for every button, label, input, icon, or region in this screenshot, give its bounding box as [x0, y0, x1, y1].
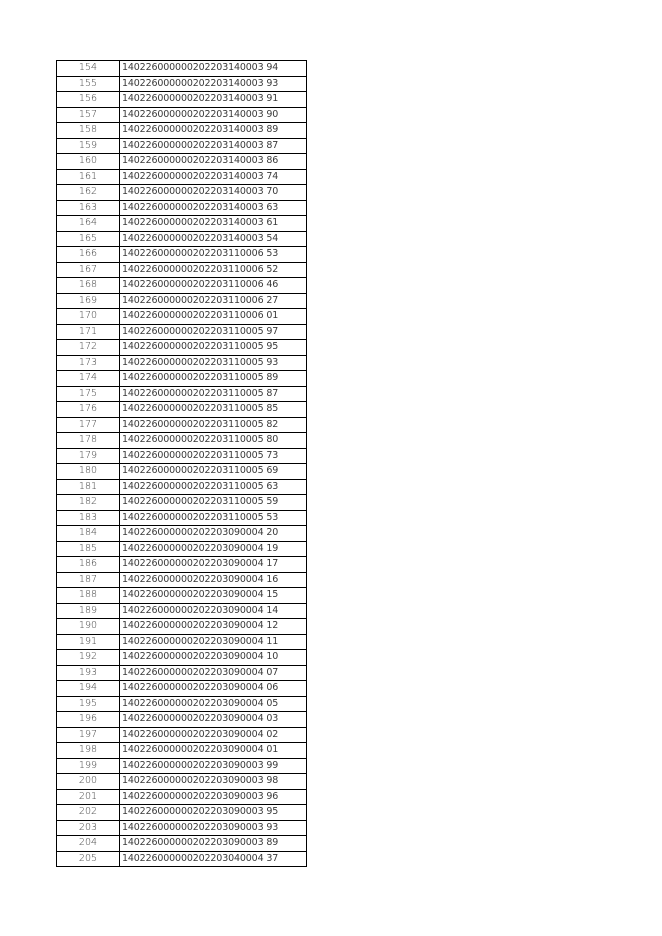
- record-code-cell: 140226000000202203140003 61: [120, 216, 307, 232]
- table-row: [57, 464, 307, 480]
- table-row: [57, 262, 307, 278]
- record-code-cell: 140226000000202203110005 87: [120, 386, 307, 402]
- row-number-cell: 177: [57, 417, 120, 433]
- record-code-cell: 140226000000202203140003 87: [120, 138, 307, 154]
- record-code-cell: 140226000000202203110005 63: [120, 479, 307, 495]
- row-number-cell: 156: [57, 92, 120, 108]
- table-row: [57, 774, 307, 790]
- record-code-cell: 140226000000202203110005 80: [120, 433, 307, 449]
- table-row: [57, 727, 307, 743]
- table-row: [57, 340, 307, 356]
- record-code-cell: 140226000000202203090003 89: [120, 836, 307, 852]
- row-number-cell: 189: [57, 603, 120, 619]
- table-row: [57, 758, 307, 774]
- row-number-cell: 198: [57, 743, 120, 759]
- row-number-cell: 159: [57, 138, 120, 154]
- row-number-cell: 160: [57, 154, 120, 170]
- table-row: [57, 247, 307, 263]
- table-row: [57, 634, 307, 650]
- table-row: [57, 200, 307, 216]
- table-row: [57, 107, 307, 123]
- table-row: [57, 92, 307, 108]
- row-number-cell: 166: [57, 247, 120, 263]
- row-number-cell: 199: [57, 758, 120, 774]
- record-code-cell: 140226000000202203090004 06: [120, 681, 307, 697]
- row-number-cell: 182: [57, 495, 120, 511]
- row-number-cell: 158: [57, 123, 120, 139]
- table-row: [57, 185, 307, 201]
- record-code-cell: 140226000000202203140003 91: [120, 92, 307, 108]
- table-row: [57, 417, 307, 433]
- table-row: [57, 154, 307, 170]
- record-code-cell: 140226000000202203090004 05: [120, 696, 307, 712]
- table-row: [57, 61, 307, 77]
- table-row: [57, 495, 307, 511]
- table-row: [57, 278, 307, 294]
- record-code-cell: 140226000000202203090003 93: [120, 820, 307, 836]
- table-row: [57, 526, 307, 542]
- table-row: [57, 789, 307, 805]
- row-number-cell: 187: [57, 572, 120, 588]
- row-number-cell: 176: [57, 402, 120, 418]
- record-code-cell: 140226000000202203110005 82: [120, 417, 307, 433]
- table-row: [57, 448, 307, 464]
- record-code-cell: 140226000000202203090003 95: [120, 805, 307, 821]
- record-code-cell: 140226000000202203090004 12: [120, 619, 307, 635]
- row-number-cell: 202: [57, 805, 120, 821]
- row-number-cell: 197: [57, 727, 120, 743]
- row-number-cell: 165: [57, 231, 120, 247]
- record-code-cell: 140226000000202203090004 03: [120, 712, 307, 728]
- record-code-cell: 140226000000202203090004 11: [120, 634, 307, 650]
- row-number-cell: 157: [57, 107, 120, 123]
- table-row: [57, 76, 307, 92]
- row-number-cell: 200: [57, 774, 120, 790]
- row-number-cell: 191: [57, 634, 120, 650]
- record-code-cell: 140226000000202203140003 90: [120, 107, 307, 123]
- record-code-cell: 140226000000202203090004 14: [120, 603, 307, 619]
- table-row: [57, 169, 307, 185]
- record-code-cell: 140226000000202203140003 54: [120, 231, 307, 247]
- table-row: [57, 836, 307, 852]
- row-number-cell: 155: [57, 76, 120, 92]
- record-code-cell: 140226000000202203110005 53: [120, 510, 307, 526]
- record-code-cell: 140226000000202203090003 99: [120, 758, 307, 774]
- record-code-cell: 140226000000202203090003 98: [120, 774, 307, 790]
- row-number-cell: 192: [57, 650, 120, 666]
- row-number-cell: 204: [57, 836, 120, 852]
- table-row: [57, 603, 307, 619]
- table-row: [57, 681, 307, 697]
- row-number-cell: 175: [57, 386, 120, 402]
- record-code-cell: 140226000000202203140003 93: [120, 76, 307, 92]
- row-number-cell: 161: [57, 169, 120, 185]
- record-code-cell: 140226000000202203140003 86: [120, 154, 307, 170]
- table-row: [57, 665, 307, 681]
- record-code-cell: 140226000000202203090004 19: [120, 541, 307, 557]
- record-code-cell: 140226000000202203110005 73: [120, 448, 307, 464]
- row-number-cell: 154: [57, 61, 120, 77]
- table-row: [57, 557, 307, 573]
- record-code-cell: 140226000000202203090004 07: [120, 665, 307, 681]
- table-row: [57, 572, 307, 588]
- row-number-cell: 193: [57, 665, 120, 681]
- row-number-cell: 163: [57, 200, 120, 216]
- record-code-cell: 140226000000202203090004 10: [120, 650, 307, 666]
- row-number-cell: 188: [57, 588, 120, 604]
- row-number-cell: 194: [57, 681, 120, 697]
- row-number-cell: 195: [57, 696, 120, 712]
- record-code-cell: 140226000000202203110006 53: [120, 247, 307, 263]
- table-row: [57, 138, 307, 154]
- row-number-cell: 170: [57, 309, 120, 325]
- row-number-cell: 173: [57, 355, 120, 371]
- row-number-cell: 184: [57, 526, 120, 542]
- row-number-cell: 171: [57, 324, 120, 340]
- record-code-cell: 140226000000202203090004 17: [120, 557, 307, 573]
- table-row: [57, 588, 307, 604]
- row-number-cell: 201: [57, 789, 120, 805]
- table-row: [57, 619, 307, 635]
- row-number-cell: 178: [57, 433, 120, 449]
- record-code-cell: 140226000000202203090004 02: [120, 727, 307, 743]
- table-row: [57, 805, 307, 821]
- table-row: [57, 820, 307, 836]
- row-number-cell: 183: [57, 510, 120, 526]
- row-number-cell: 167: [57, 262, 120, 278]
- table-row: [57, 712, 307, 728]
- table-row: [57, 371, 307, 387]
- record-code-cell: 140226000000202203140003 74: [120, 169, 307, 185]
- row-number-cell: 169: [57, 293, 120, 309]
- row-number-cell: 162: [57, 185, 120, 201]
- record-code-cell: 140226000000202203140003 63: [120, 200, 307, 216]
- table-row: [57, 386, 307, 402]
- record-code-cell: 140226000000202203140003 70: [120, 185, 307, 201]
- record-code-cell: 140226000000202203140003 94: [120, 61, 307, 77]
- record-code-cell: 140226000000202203110005 97: [120, 324, 307, 340]
- record-code-cell: 140226000000202203110006 52: [120, 262, 307, 278]
- row-number-cell: 172: [57, 340, 120, 356]
- record-code-cell: 140226000000202203110005 89: [120, 371, 307, 387]
- record-code-cell: 140226000000202203090003 96: [120, 789, 307, 805]
- record-code-cell: 140226000000202203090004 16: [120, 572, 307, 588]
- table-row: [57, 433, 307, 449]
- row-number-cell: 185: [57, 541, 120, 557]
- table-row: [57, 216, 307, 232]
- row-number-cell: 179: [57, 448, 120, 464]
- record-table-body: [57, 61, 307, 867]
- table-row: [57, 851, 307, 867]
- row-number-cell: 203: [57, 820, 120, 836]
- table-row: [57, 650, 307, 666]
- record-code-cell: 140226000000202203040004 37: [120, 851, 307, 867]
- row-number-cell: 186: [57, 557, 120, 573]
- record-code-cell: 140226000000202203090004 15: [120, 588, 307, 604]
- table-row: [57, 402, 307, 418]
- row-number-cell: 205: [57, 851, 120, 867]
- table-row: [57, 355, 307, 371]
- row-number-cell: 180: [57, 464, 120, 480]
- table-row: [57, 309, 307, 325]
- row-number-cell: 174: [57, 371, 120, 387]
- record-table: [56, 60, 307, 867]
- table-row: [57, 324, 307, 340]
- row-number-cell: 164: [57, 216, 120, 232]
- record-code-cell: 140226000000202203110005 69: [120, 464, 307, 480]
- record-code-cell: 140226000000202203090004 01: [120, 743, 307, 759]
- row-number-cell: 190: [57, 619, 120, 635]
- record-code-cell: 140226000000202203110006 27: [120, 293, 307, 309]
- record-code-cell: 140226000000202203140003 89: [120, 123, 307, 139]
- record-code-cell: 140226000000202203110005 59: [120, 495, 307, 511]
- record-code-cell: 140226000000202203110006 01: [120, 309, 307, 325]
- table-row: [57, 696, 307, 712]
- row-number-cell: 181: [57, 479, 120, 495]
- table-row: [57, 541, 307, 557]
- table-row: [57, 123, 307, 139]
- row-number-cell: 168: [57, 278, 120, 294]
- table-row: [57, 231, 307, 247]
- table-row: [57, 510, 307, 526]
- record-code-cell: 140226000000202203110005 93: [120, 355, 307, 371]
- record-code-cell: 140226000000202203110006 46: [120, 278, 307, 294]
- record-code-cell: 140226000000202203090004 20: [120, 526, 307, 542]
- table-row: [57, 293, 307, 309]
- record-code-cell: 140226000000202203110005 85: [120, 402, 307, 418]
- row-number-cell: 196: [57, 712, 120, 728]
- record-code-cell: 140226000000202203110005 95: [120, 340, 307, 356]
- table-row: [57, 743, 307, 759]
- table-row: [57, 479, 307, 495]
